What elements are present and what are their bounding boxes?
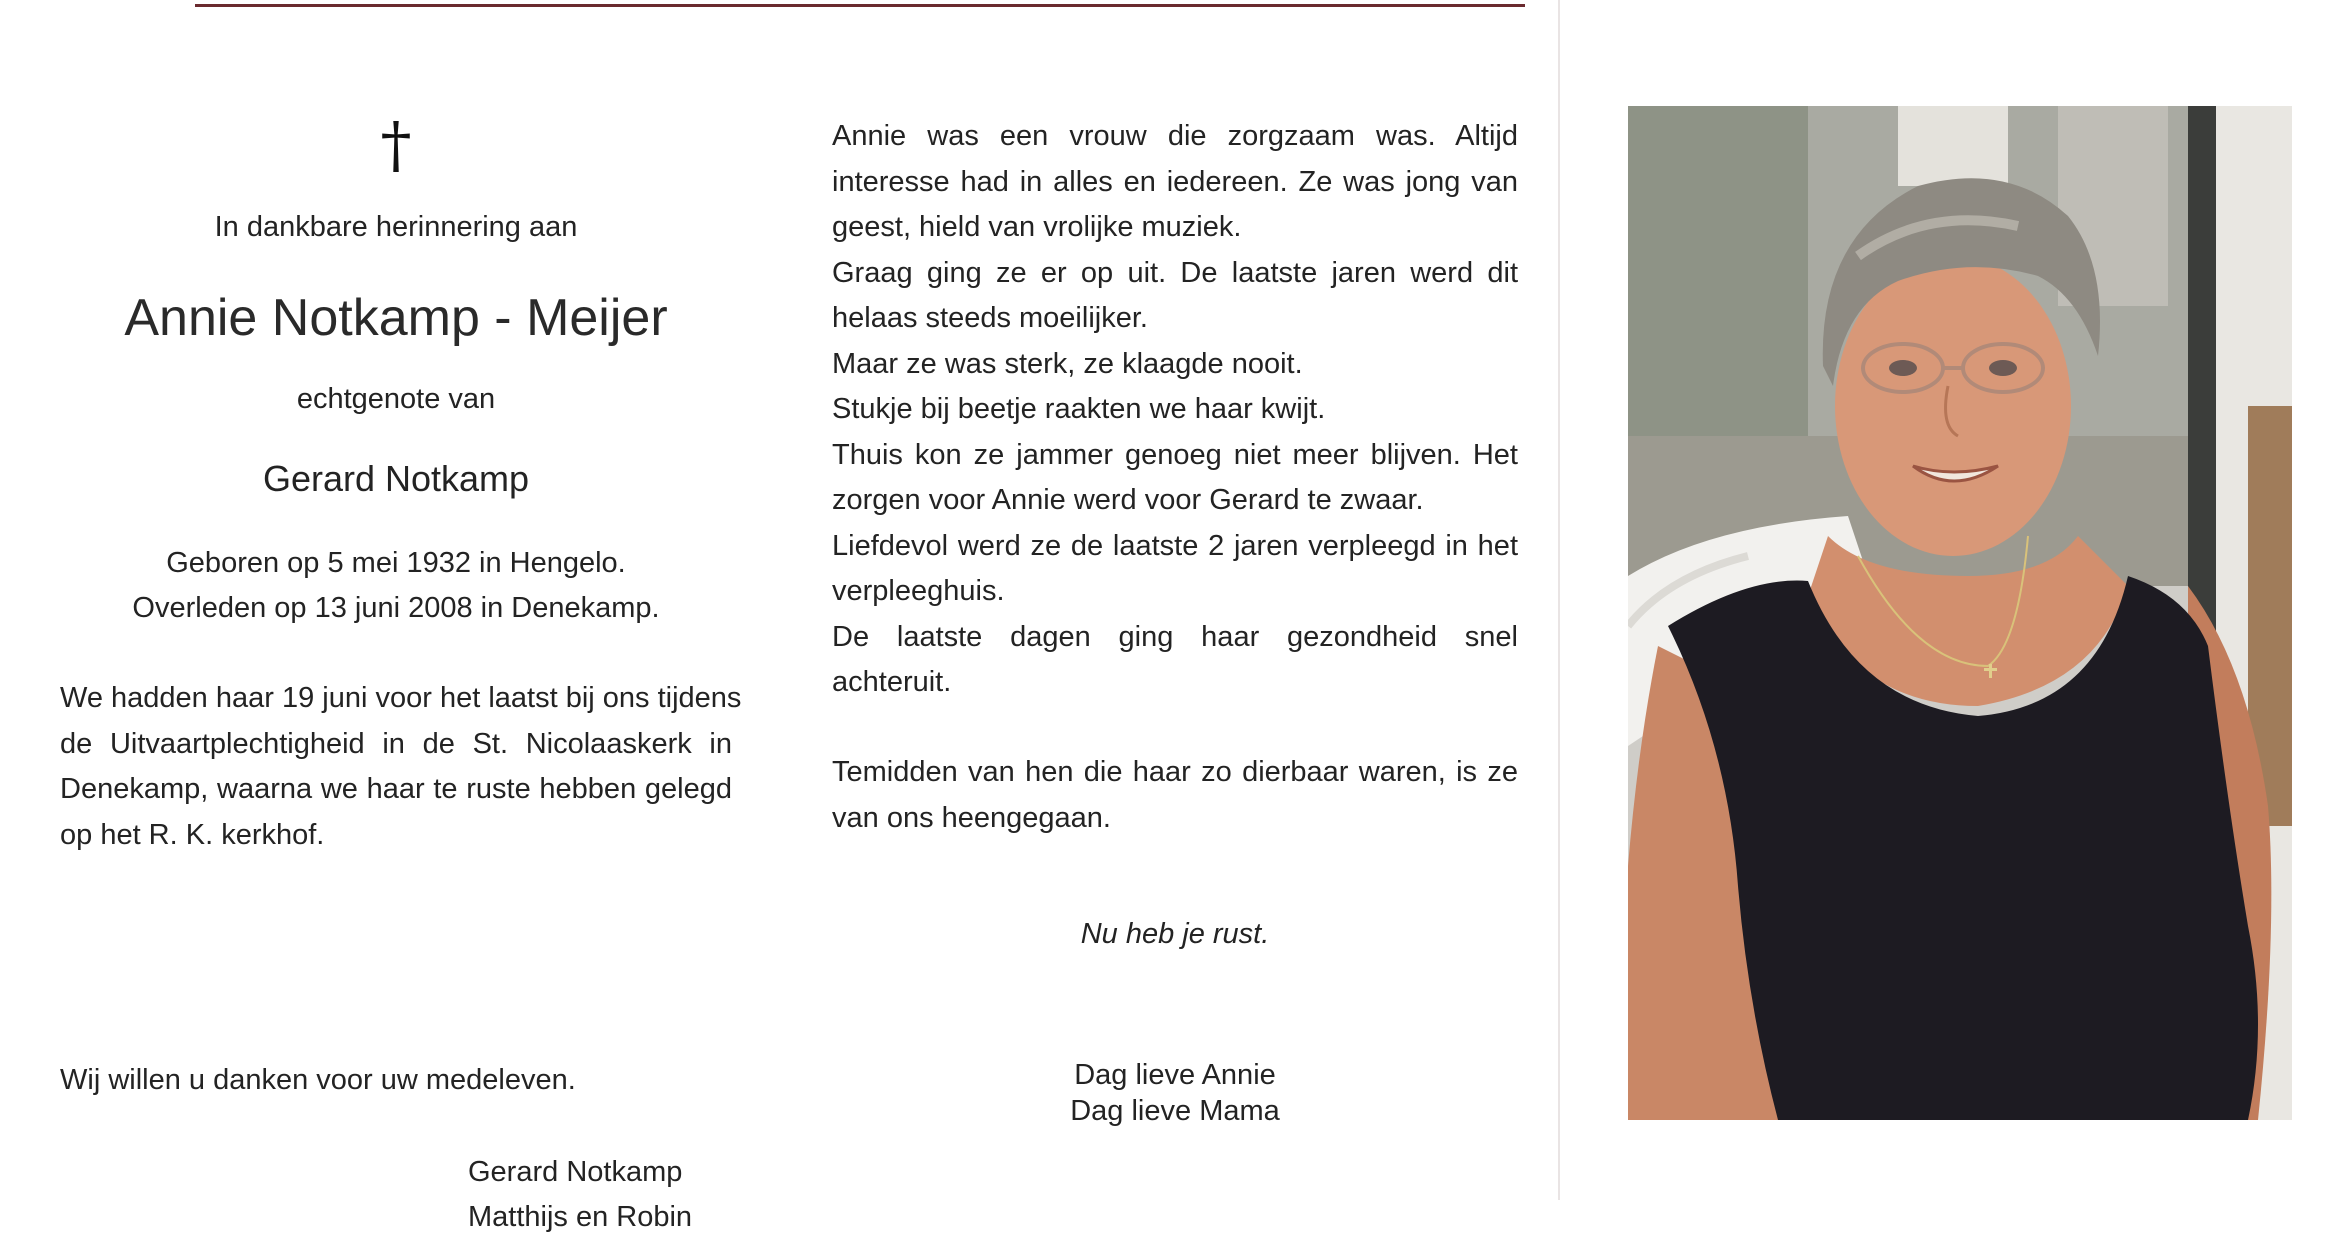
deceased-name: Annie Notkamp - Meijer (124, 289, 668, 347)
text-line: Maar ze was sterk, ze klaagde nooit. (832, 347, 1303, 380)
closing-line: van ons heengegaan. (832, 801, 1111, 834)
rest-text: Nu heb je rust. (1080, 918, 1270, 950)
text-line: Graag ging ze er op uit. De laatste jaren werd dit (832, 256, 1518, 289)
closing-paragraph (832, 750, 1518, 841)
closing-line: Temidden van hen die haar zo dierbaar waren, is ze (832, 756, 1518, 788)
portrait-illustration (1628, 106, 2292, 1120)
text-line: helaas steeds moeilijker. (832, 302, 1148, 334)
spouse-name: Gerard Notkamp (262, 458, 530, 499)
text-line: verpleeghuis. (832, 575, 1005, 607)
memorial-panel-left (60, 108, 742, 1233)
text-line: Stukje bij beetje raakten we haar kwijt. (832, 393, 1326, 425)
memorial-panel-middle (832, 114, 1518, 1154)
text-line: De laatste dagen ging haar gezondheid snel (832, 620, 1518, 653)
farewell-mama: Dag lieve Mama (1070, 1095, 1280, 1127)
funeral-line: de Uitvaartplechtigheid in de St. Nicolaaskerk in (60, 727, 732, 760)
text-line: Annie was een vrouw die zorgzaam was. Altijd (832, 120, 1518, 152)
portrait-photo (1628, 106, 2292, 1120)
text-line: zorgen voor Annie werd voor Gerard te zwaar. (832, 484, 1424, 516)
signatory-1: Gerard Notkamp (468, 1156, 683, 1188)
top-decorative-rule (195, 4, 1525, 7)
text-line: Liefdevol werd ze de laatste 2 jaren verpleegd in het (832, 529, 1518, 562)
born-text: Geboren op 5 mei 1932 in Hengelo. (166, 547, 626, 579)
text-line: Thuis kon ze jammer genoeg niet meer blijven. Het (832, 438, 1518, 471)
cross-icon: † (380, 108, 412, 181)
funeral-line: Denekamp, waarna we haar te ruste hebben gelegd (60, 773, 732, 805)
funeral-line: We hadden haar 19 juni voor het laatst bij ons tijdens (60, 682, 742, 714)
funeral-line: op het R. K. kerkhof. (60, 818, 325, 851)
signatory-2: Matthijs en Robin (468, 1201, 693, 1233)
farewell-annie: Dag lieve Annie (1074, 1059, 1276, 1091)
life-paragraph (832, 114, 1518, 706)
died-text: Overleden op 13 juni 2008 in Denekamp. (132, 592, 660, 624)
funeral-paragraph (60, 676, 742, 858)
dedication-text: In dankbare herinnering aan (214, 211, 578, 243)
card-fold-line (1558, 0, 1560, 1200)
thanks-text (60, 1058, 732, 1104)
text-line: geest, hield van vrolijke muziek. (832, 211, 1242, 243)
relation-text: echtgenote van (296, 383, 496, 415)
text-line: achteruit. (832, 666, 952, 698)
text-line: interesse had in alles en iedereen. Ze was jong van (832, 165, 1518, 198)
thanks-line: Wij willen u danken voor uw medeleven. (60, 1064, 576, 1096)
